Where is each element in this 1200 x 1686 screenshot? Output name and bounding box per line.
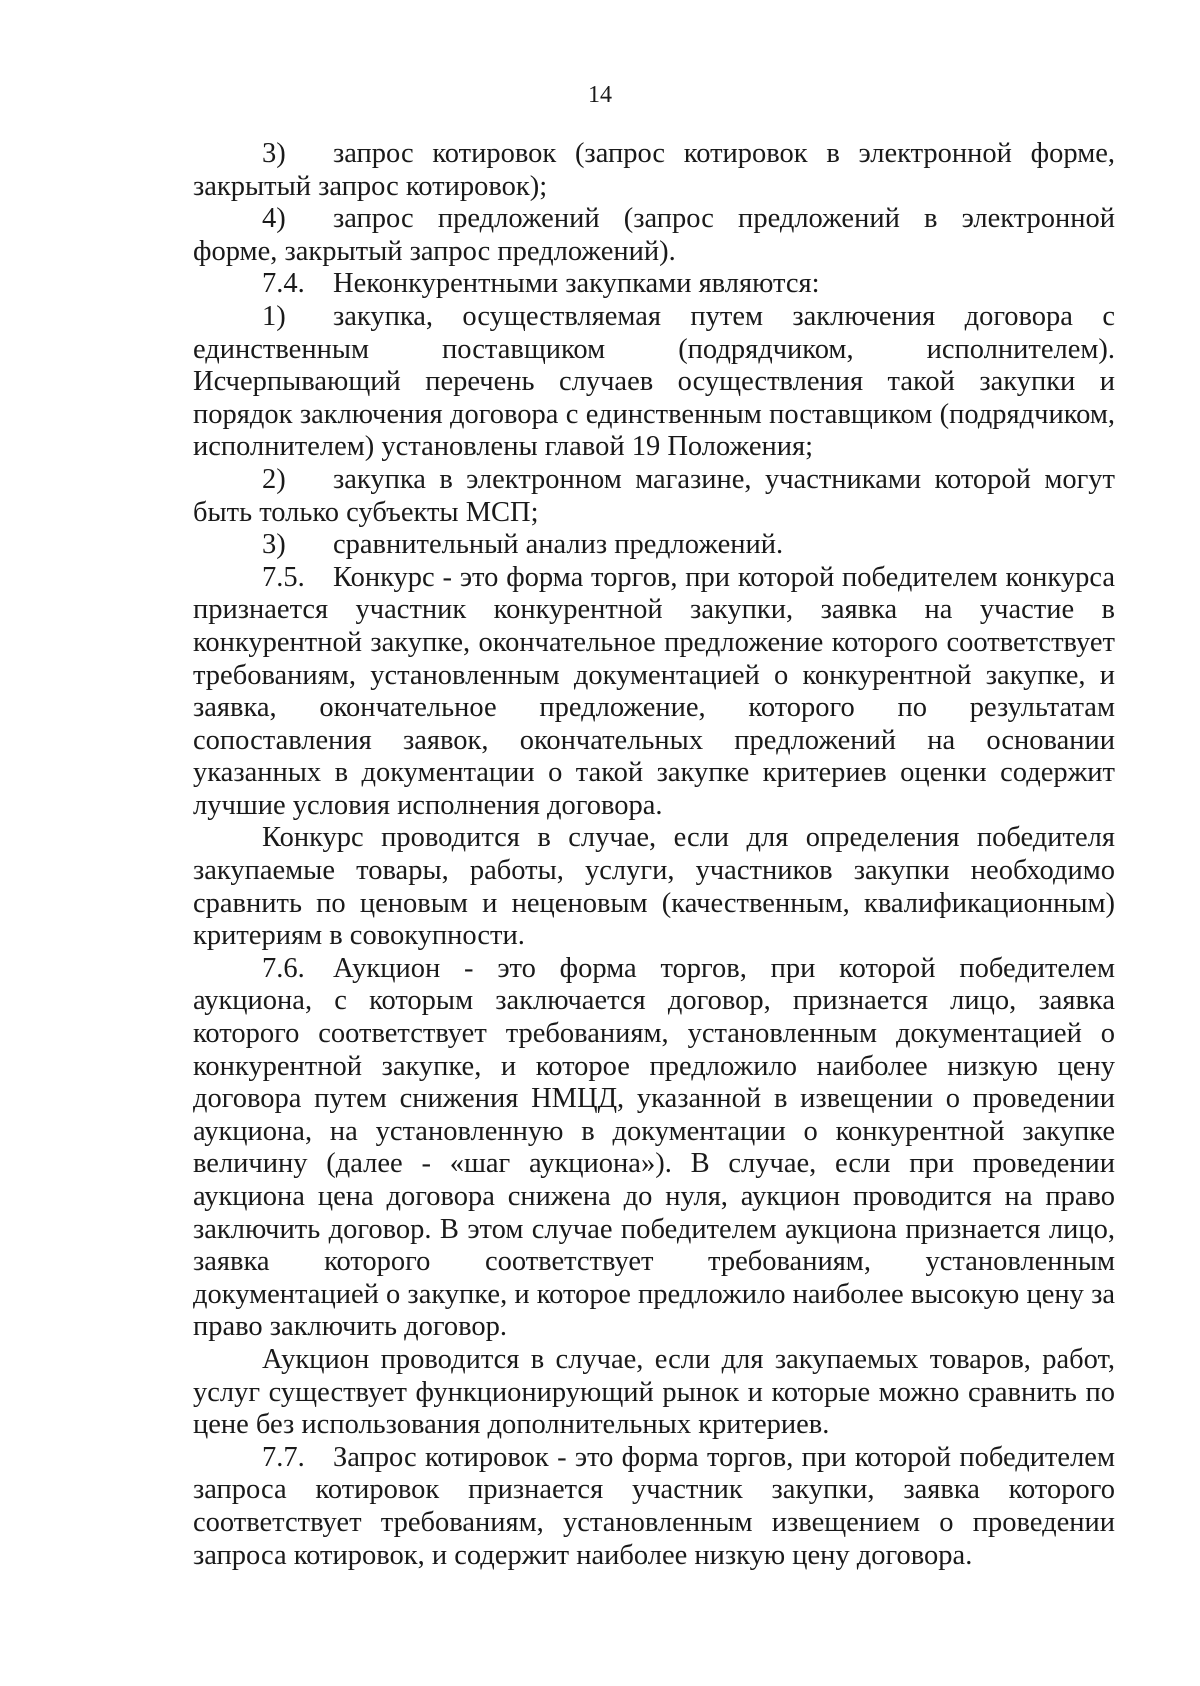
paragraph-number: 3): [262, 138, 286, 169]
paragraph-number: 7.6.: [262, 952, 305, 984]
paragraph-number: 7.4.: [262, 268, 305, 300]
paragraph-text: Конкурс - это форма торгов, при которой победителем конкурса признается участник конкурентной закупки, заявка на участие в конкурентной закупке, окончательное предложение которого соответствует требованиям, установленным документацией о конкурентной закупке, и заявка, окончательное предложение, которого по результатам сопоставления заявок, окончательных предложений на основании указанных в документации о такой закупке критериев оценки содержит лучшие условия исполнения договора.: [193, 561, 1115, 821]
paragraph-text: Аукцион проводится в случае, если для закупаемых товаров, работ, услуг существует функционирующий рынок и которые можно сравнить по цене без использования дополнительных критериев.: [193, 1343, 1115, 1441]
paragraph-item-3-quotation-request: [193, 138, 1115, 203]
paragraph-number: 4): [262, 203, 286, 235]
paragraph-number: 3): [262, 529, 286, 561]
paragraph-number: 2): [262, 463, 286, 495]
page-number: 14: [588, 82, 612, 108]
paragraph-text: Запрос котировок - это форма торгов, при которой победителем запроса котировок признается участник закупки, заявка которого соответствует требованиям, установленным извещением о проведении запроса котировок, и содержит наиболее низкую цену договора.: [193, 1441, 1115, 1571]
paragraph-auction-conditions: [193, 1344, 1115, 1442]
paragraph-text: закупка, осуществляемая путем заключения договора с единственным поставщиком (подрядчиком, исполнителем). Исчерпывающий перечень случаев осуществления такой закупки и порядок заключения договора с единственным поставщиком (подрядчиком, исполнителем) установлены главой 19 Положения;: [193, 300, 1115, 463]
paragraph-item-1-single-supplier: [193, 301, 1115, 464]
paragraph-7-5: [193, 562, 1115, 823]
paragraph-item-2-e-shop: [193, 464, 1115, 529]
paragraph-number: 7.5.: [262, 561, 305, 593]
paragraph-text: сравнительный анализ предложений.: [333, 529, 784, 561]
paragraph-contest-conditions: [193, 822, 1115, 952]
paragraph-number: 1): [262, 300, 286, 332]
paragraph-7-6: [193, 953, 1115, 1344]
paragraph-text: Конкурс проводится в случае, если для определения победителя закупаемые товары, работы, услуги, участников закупки необходимо сравнить по ценовым и неценовым (качественным, квалификационным) критериям в совокупности.: [193, 822, 1115, 952]
paragraph-text: закупка в электронном магазине, участниками которой могут быть только субъекты МСП;: [193, 463, 1115, 528]
paragraph-text: запрос котировок (запрос котировок в электронной форме, закрытый запрос котировок);: [193, 138, 1115, 202]
paragraph-text: Аукцион - это форма торгов, при которой победителем аукциона, с которым заключается договор, признается лицо, заявка которого соответствует требованиям, установленным документацией о конкурентной закупке, и которое предложило наиболее низкую цену договора путем снижения НМЦД, указанной в извещении о проведении аукциона, на установленную в документации о конкурентной закупке величину (далее - «шаг аукциона»). В случае, если при проведении аукциона цена договора снижена до нуля, аукцион проводится на право заключить договор. В этом случае победителем аукциона признается лицо, заявка которого соответствует требованиям, установленным документацией о закупке, и которое предложило наиболее высокую цену за право заключить договор.: [193, 952, 1115, 1343]
paragraph-item-3-comparative-analysis: [193, 529, 1115, 562]
paragraph-text: запрос предложений (запрос предложений в электронной форме, закрытый запрос предложений).: [193, 203, 1115, 267]
paragraph-text: Неконкурентными закупками являются:: [333, 268, 820, 300]
paragraph-number: 7.7.: [262, 1441, 305, 1473]
paragraph-7-4: [193, 268, 1115, 301]
document-body: [193, 138, 1115, 1572]
paragraph-item-4-proposal-request: [193, 203, 1115, 268]
paragraph-7-7: [193, 1442, 1115, 1572]
